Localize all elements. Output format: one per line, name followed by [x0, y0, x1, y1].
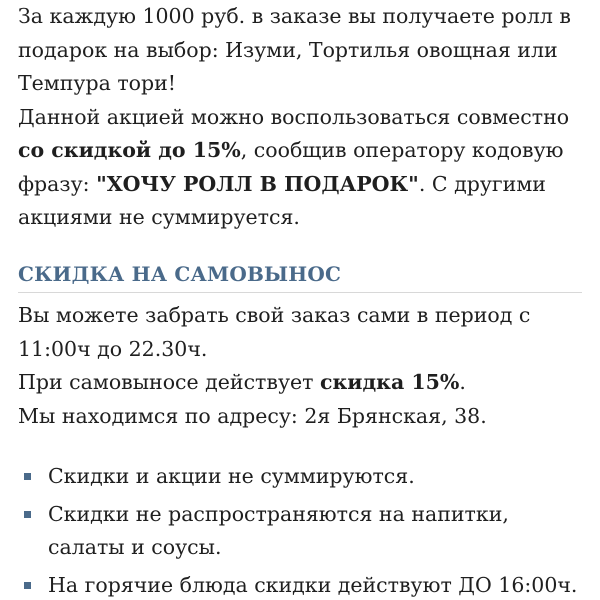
pickup-discount-start: При самовыносе действует	[18, 370, 320, 394]
pickup-discount-text	[18, 366, 588, 400]
list-item	[18, 460, 588, 494]
combine-text-end: . С другими акциями не суммируется.	[18, 171, 546, 229]
pickup-discount-value: скидка 15%	[320, 370, 460, 394]
list-item-text: Скидки не распространяются на напитки, салаты и соусы.	[48, 501, 509, 559]
pickup-discount-end: .	[459, 370, 466, 394]
pickup-section-title: СКИДКА НА САМОВЫНОС	[18, 262, 342, 286]
list-item-text: Скидки и акции не суммируются.	[48, 464, 415, 488]
combine-text-start: Данной акцией можно воспользоваться совместно	[18, 104, 570, 129]
combine-text-mid: , сообщив оператору кодовую фразу:	[18, 138, 564, 196]
code-phrase: "ХОЧУ РОЛЛ В ПОДАРОК"	[96, 171, 419, 196]
list-item	[18, 498, 588, 565]
address-text: Мы находимся по адресу: 2я Брянская, 38.	[18, 403, 487, 428]
pickup-section	[18, 299, 588, 433]
gift-roll-text: За каждую 1000 руб. в заказе вы получаете ролл в подарок на выбор: Изуми, Тортилья овощная или Темпура тори!	[18, 4, 571, 95]
pickup-hours-text: Вы можете забрать свой заказ сами в период с 11:00ч до 22.30ч.	[18, 303, 531, 361]
terms-list	[18, 460, 588, 600]
square-bullet-icon	[24, 511, 31, 518]
gift-roll-promo	[18, 0, 588, 235]
section-divider	[18, 292, 582, 293]
list-item	[18, 569, 588, 600]
square-bullet-icon	[24, 582, 31, 589]
list-item-text: На горячие блюда скидки действуют ДО 16:00ч.	[48, 572, 578, 597]
combine-promo-text	[18, 101, 588, 235]
discount-up-to-15: со скидкой до 15%	[18, 138, 241, 162]
square-bullet-icon	[24, 473, 31, 480]
